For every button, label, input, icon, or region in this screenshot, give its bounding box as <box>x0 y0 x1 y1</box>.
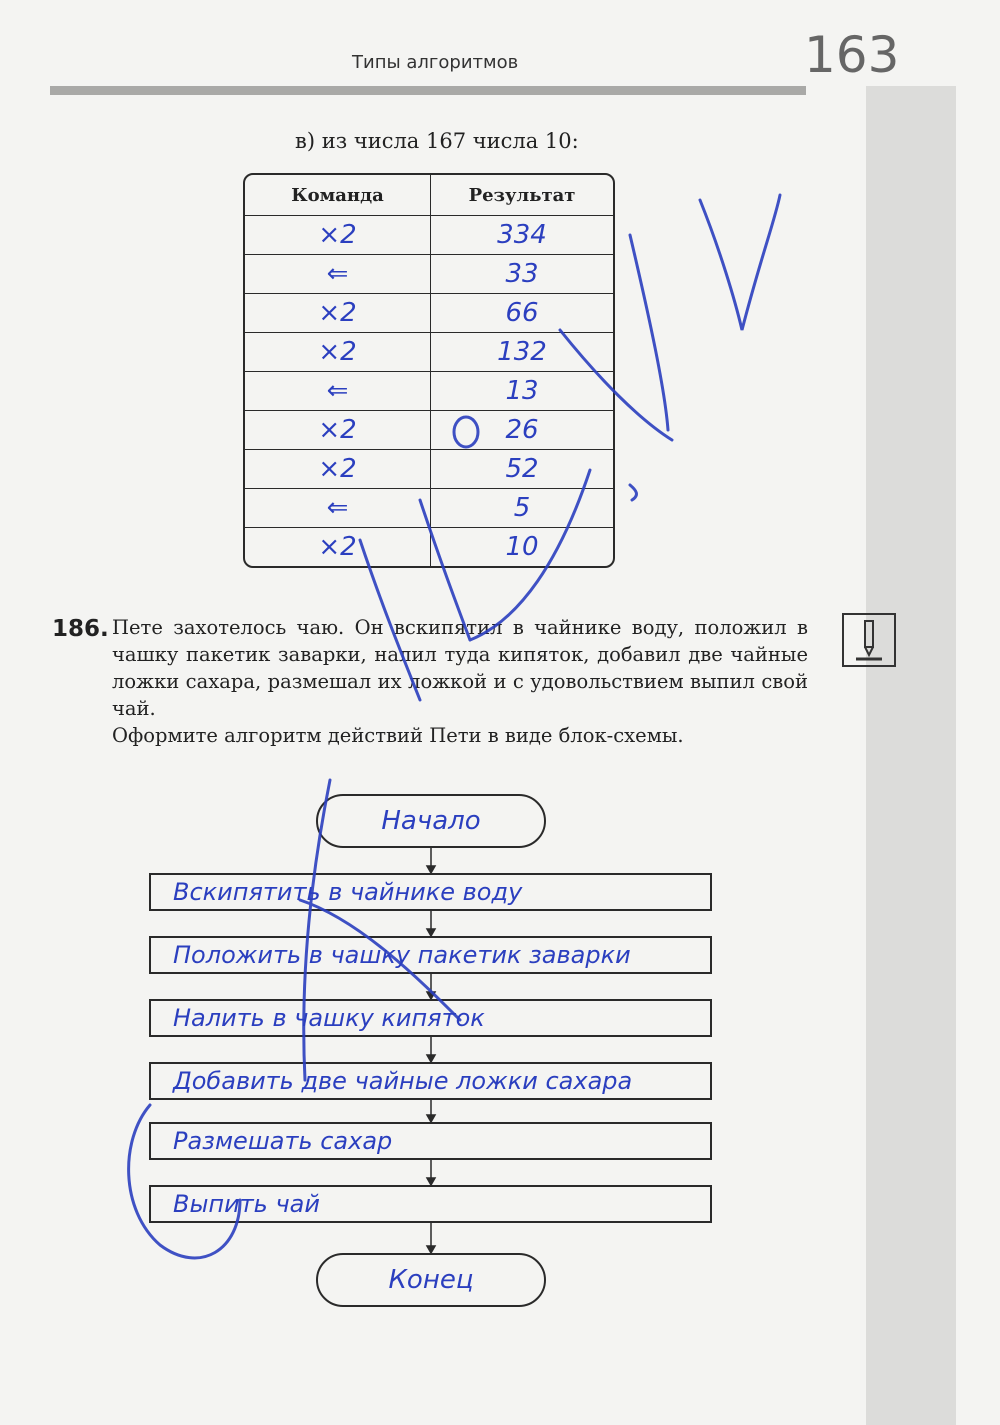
flowchart-step <box>149 1122 712 1160</box>
command-cell: ⇐ <box>245 255 431 294</box>
command-cell: ×2 <box>245 333 431 372</box>
command-cell: ×2 <box>245 216 431 255</box>
command-cell: ⇐ <box>245 489 431 528</box>
subtask-label: в) из числа 167 числа 10: <box>295 129 579 153</box>
task-number: 186. <box>52 616 109 642</box>
result-cell: 5 <box>431 489 613 528</box>
result-cell: 334 <box>431 216 613 255</box>
flowchart-start <box>316 794 546 848</box>
result-cell: 33 <box>431 255 613 294</box>
flowchart-step <box>149 936 712 974</box>
flowchart-end-label: Конец <box>388 1265 474 1295</box>
page-header-title: Типы алгоритмов <box>352 52 519 73</box>
task-text: Пете захотелось чаю. Он вскипятил в чайнике воду, положил в чашку пакетик заварки, налил туда кипяток, добавил две чайные ложки сахара, размешал их ложкой и с удовольствием выпил свой чай. <box>112 616 808 720</box>
flowchart-step <box>149 1062 712 1100</box>
flowchart-step-label: Размешать сахар <box>173 1127 393 1155</box>
result-cell: 26 <box>431 411 613 450</box>
result-cell: 10 <box>505 532 539 562</box>
flowchart-step-label: Добавить две чайные ложки сахара <box>173 1067 633 1095</box>
page-number: 163 <box>804 26 900 84</box>
flowchart-start-label: Начало <box>381 806 481 836</box>
command-cell: ×2 <box>245 528 431 566</box>
flowchart-step <box>149 1185 712 1223</box>
flowchart-step <box>149 999 712 1037</box>
flowchart-step-label: Налить в чашку кипяток <box>173 1004 485 1032</box>
command-cell: ×2 <box>245 294 431 333</box>
result-cell: 52 <box>431 450 613 489</box>
flowchart-step-label: Вскипятить в чайнике воду <box>173 878 523 906</box>
result-cell: 13 <box>431 372 613 411</box>
column-header-result: Результат <box>431 175 613 216</box>
result-cell: 66 <box>431 294 613 333</box>
command-cell: ×2 <box>245 411 431 450</box>
command-cell: ×2 <box>245 450 431 489</box>
flowchart-step <box>149 873 712 911</box>
flowchart-step-label: Положить в чашку пакетик заварки <box>173 941 631 969</box>
column-header-command: Команда <box>245 175 431 216</box>
task-instruction: Оформите алгоритм действий Пети в виде блок-схемы. <box>112 724 684 747</box>
result-cell: 132 <box>431 333 613 372</box>
command-cell: ⇐ <box>245 372 431 411</box>
flowchart-step-label: Выпить чай <box>173 1190 320 1218</box>
flowchart-end <box>316 1253 546 1307</box>
